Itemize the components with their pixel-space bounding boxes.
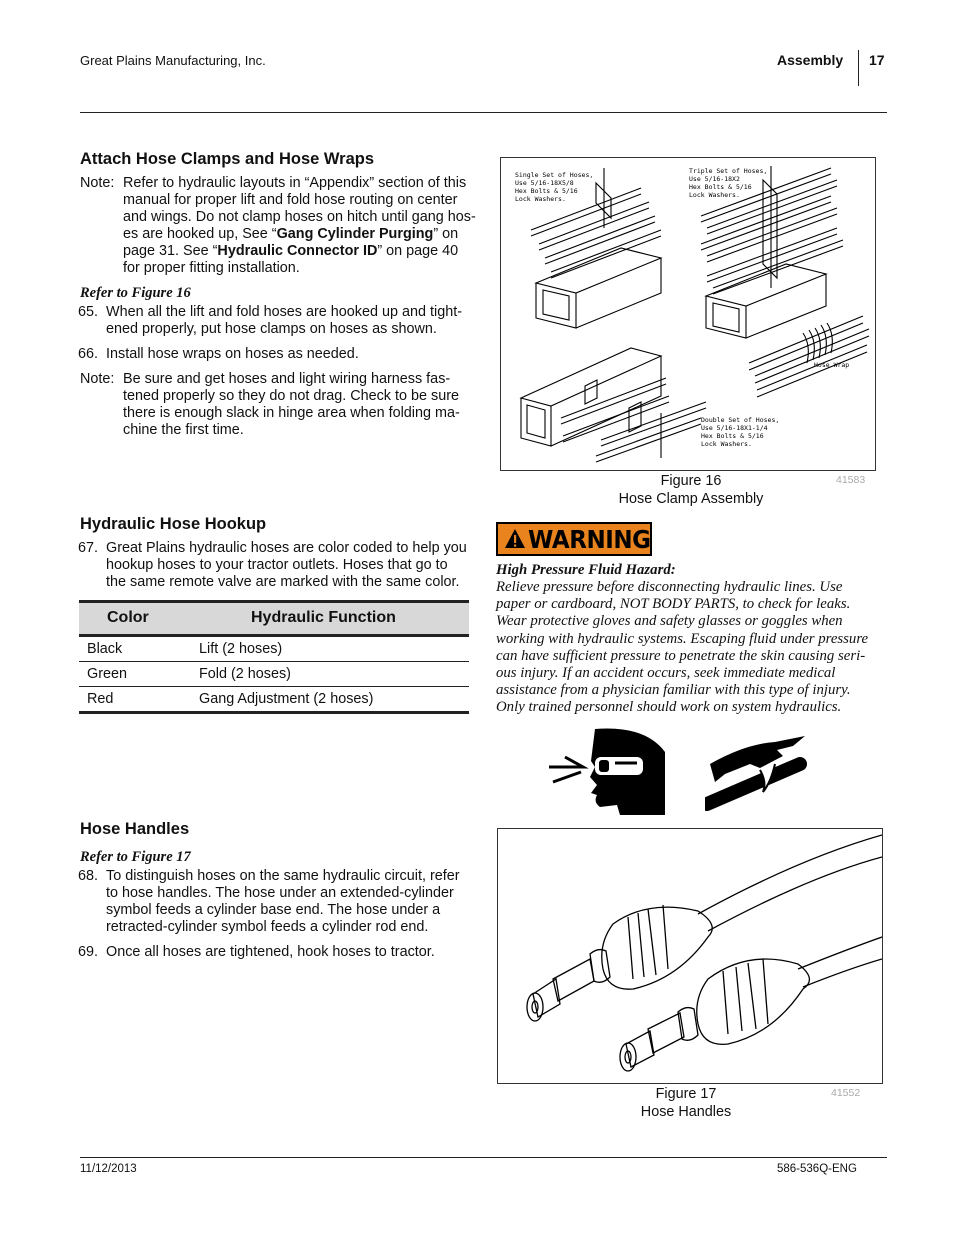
hose-wrap-group bbox=[749, 316, 869, 397]
cell-function: Fold (2 hoses) bbox=[191, 662, 469, 687]
warning-text: Relieve pressure before disconnecting hydraulic lines. Use paper or cardboard, NOT BODY PARTS, to check for leaks. Wear protective gloves and safety glasses or goggles when working with hydraulic systems. Escaping fluid under pressure can have sufficient pressure to penetrate the skin causing seri- ous injury. If an accident occurs, seek immediate medical assistance from a physician familiar with this type of injury. Only trained personnel should work on system hydraulics. bbox=[496, 579, 869, 716]
figure-17-hose-handles bbox=[497, 828, 883, 1084]
cell-color: Green bbox=[79, 662, 191, 687]
header-company: Great Plains Manufacturing, Inc. bbox=[80, 53, 266, 68]
table-row bbox=[79, 636, 469, 662]
note-label: Note: bbox=[80, 175, 115, 191]
hose-clamp-illustration bbox=[501, 158, 875, 470]
figure-17-part-number: 41552 bbox=[831, 1087, 861, 1099]
warning-triangle-icon bbox=[504, 528, 526, 550]
section-title-hose-clamps: Attach Hose Clamps and Hose Wraps bbox=[80, 150, 375, 168]
section-title-hose-handles: Hose Handles bbox=[80, 820, 190, 838]
link-hydraulic-connector-id: Hydraulic Connector ID bbox=[217, 243, 378, 259]
footer-rule bbox=[80, 1157, 887, 1158]
hand-injection-hazard-icon bbox=[705, 734, 810, 822]
figure-16-hose-clamp-assembly bbox=[500, 157, 876, 471]
cell-function: Gang Adjustment (2 hoses) bbox=[191, 687, 469, 713]
note-hydraulic-layouts bbox=[80, 175, 492, 277]
warning-title: High Pressure Fluid Hazard: bbox=[496, 562, 676, 578]
section-title-hydraulic-hookup: Hydraulic Hose Hookup bbox=[80, 515, 267, 533]
footer-document-number: 586-536Q-ENG bbox=[777, 1163, 857, 1175]
cell-color: Red bbox=[79, 687, 191, 713]
hydraulic-color-table bbox=[79, 600, 469, 714]
header-rule bbox=[80, 112, 887, 113]
double-set-group bbox=[521, 348, 706, 462]
figure-16-caption: Figure 16 Hose Clamp Assembly bbox=[618, 473, 764, 507]
figure-reference: Refer to Figure 17 bbox=[80, 849, 191, 865]
figure-16-part-number: 41583 bbox=[836, 474, 866, 486]
label-triple-set: Triple Set of Hoses, Use 5/16-18X2 Hex Bolts & 5/16 Lock Washers. bbox=[689, 167, 768, 199]
warning-badge bbox=[496, 522, 652, 556]
warning-word: WARNING bbox=[528, 525, 651, 554]
step-67: 67. Great Plains hydraulic hoses are color coded to help you hookup hoses to your tractor outlets. Hoses that go to the same remote valve are marked with the same color. bbox=[78, 540, 467, 590]
label-single-set: Single Set of Hoses, Use 5/16-18X5/8 Hex Bolts & 5/16 Lock Washers. bbox=[515, 171, 594, 203]
table-row bbox=[79, 662, 469, 687]
figure-17-caption: Figure 17 Hose Handles bbox=[640, 1086, 732, 1120]
step-66: 66. Install hose wraps on hoses as needed. bbox=[78, 346, 359, 362]
note-harness: Note: Be sure and get hoses and light wiring harness fas- tened properly so they do not drag. Check to be sure there is enough slack in hinge area when folding ma- chine the first time. bbox=[80, 371, 460, 438]
label-hose-wrap: Hose Wrap bbox=[814, 361, 850, 369]
step-69: 69. Once all hoses are tightened, hook hoses to tractor. bbox=[78, 944, 435, 960]
header-divider bbox=[858, 50, 859, 86]
table-header-row bbox=[79, 602, 469, 636]
eye-protection-icon bbox=[545, 727, 670, 822]
header-section: Assembly bbox=[777, 52, 844, 68]
note-text: Refer to hydraulic layouts in “Appendix” section of this manual for proper lift and fold hose routing on center and wings. Do not clamp hoses on hitch until gang hos- es are hooked up, See “Gang Cylinder Purging” on page 31. See “Hydraulic Connector ID” on page 40 for proper fitting installation. bbox=[123, 175, 476, 276]
table-row bbox=[79, 687, 469, 713]
link-gang-cylinder-purging: Gang Cylinder Purging bbox=[276, 226, 434, 242]
figure-reference: Refer to Figure 16 bbox=[80, 285, 191, 301]
footer-date: 11/12/2013 bbox=[80, 1163, 137, 1175]
hose-handles-illustration bbox=[498, 829, 882, 1083]
step-65: 65. When all the lift and fold hoses are hooked up and tight- ened properly, put hose clamps on hoses as shown. bbox=[78, 304, 462, 337]
label-double-set: Double Set of Hoses, Use 5/16-18X1-1/4 Hex Bolts & 5/16 Lock Washers. bbox=[701, 416, 780, 448]
cell-function: Lift (2 hoses) bbox=[191, 636, 469, 662]
col-function: Hydraulic Function bbox=[191, 602, 469, 636]
page-number: 17 bbox=[869, 52, 885, 68]
step-68: 68. To distinguish hoses on the same hydraulic circuit, refer to hose handles. The hose under an extended-cylinder symbol feeds a cylinder base end. The hose under a retracted-cylinder symbol feeds a cylinder rod end. bbox=[78, 868, 460, 935]
col-color: Color bbox=[79, 602, 191, 636]
cell-color: Black bbox=[79, 636, 191, 662]
